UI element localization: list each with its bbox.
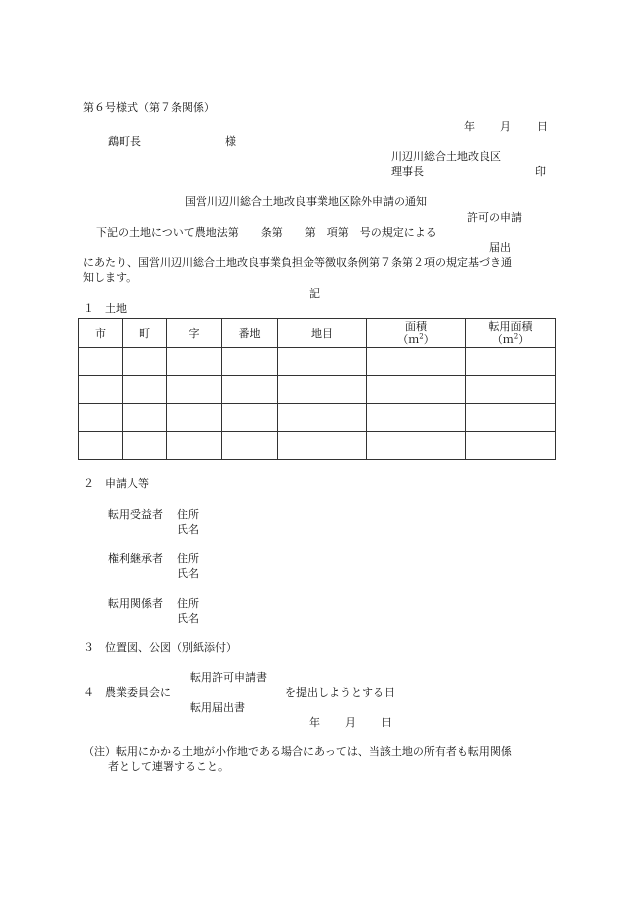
section-4-suffix: を提出しようとする日 xyxy=(285,686,395,699)
ki-heading: 記 xyxy=(309,287,320,300)
table-cell xyxy=(367,348,466,376)
table-cell xyxy=(367,432,466,460)
table-cell xyxy=(222,432,278,460)
table-cell xyxy=(466,404,556,432)
table-cell xyxy=(222,404,278,432)
name-label: 氏名 xyxy=(177,612,199,625)
table-cell xyxy=(123,348,167,376)
body-line-1: 下記の土地について農地法第 条第 第 項第 号の規定による xyxy=(96,226,437,239)
table-cell xyxy=(278,432,367,460)
date-year-label: 年 xyxy=(464,120,475,133)
document-title: 国営川辺川総合土地改良事業地区除外申請の通知 xyxy=(185,195,427,208)
section-4-label: ４ 農業委員会に xyxy=(83,686,171,699)
body-line-3: 知します。 xyxy=(83,271,138,284)
table-cell xyxy=(222,376,278,404)
header-converted-area-label: 転用面積 xyxy=(488,320,533,333)
table-cell xyxy=(278,376,367,404)
section-3-label: ３ 位置図、公図（別紙添付） xyxy=(83,641,237,654)
table-cell xyxy=(278,404,367,432)
sender-title: 理事長 xyxy=(391,165,424,178)
option-conversion-application: 転用許可申請書 xyxy=(190,671,267,684)
table-cell xyxy=(123,376,167,404)
form-number: 第６号様式（第７条関係） xyxy=(83,101,215,114)
table-cell xyxy=(466,432,556,460)
option-permit-application: 許可の申請 xyxy=(467,211,522,224)
table-cell xyxy=(79,348,123,376)
table-row xyxy=(79,348,556,376)
header-area-label: 面積 xyxy=(405,320,427,333)
addressee-name: 鵡町長 xyxy=(108,135,141,148)
header-converted-area-unit: （ｍ$^2$） xyxy=(491,332,530,346)
header-land-category: 地目 xyxy=(278,319,367,348)
header-city: 市 xyxy=(79,319,123,348)
role-label: 転用受益者 xyxy=(108,508,163,521)
table-cell xyxy=(123,432,167,460)
header-lot-number: 番地 xyxy=(222,319,278,348)
table-cell xyxy=(278,348,367,376)
table-cell xyxy=(79,404,123,432)
table-row xyxy=(79,432,556,460)
address-label: 住所 xyxy=(177,552,199,565)
name-label: 氏名 xyxy=(177,567,199,580)
section-1-label: １ 土地 xyxy=(83,302,127,315)
address-label: 住所 xyxy=(177,508,199,521)
table-cell xyxy=(167,404,222,432)
submission-month-label: 月 xyxy=(345,716,356,729)
table-row xyxy=(79,376,556,404)
option-conversion-notification: 転用届出書 xyxy=(190,701,245,714)
addressee-honorific: 様 xyxy=(225,135,236,148)
submission-day-label: 日 xyxy=(381,716,392,729)
name-label: 氏名 xyxy=(177,523,199,536)
table-cell xyxy=(367,376,466,404)
header-area xyxy=(367,319,466,348)
table-cell xyxy=(222,348,278,376)
section-2-label: ２ 申請人等 xyxy=(83,477,149,490)
note-line-2: 者として連署すること。 xyxy=(108,760,229,773)
table-cell xyxy=(79,376,123,404)
table-row xyxy=(79,404,556,432)
seal-mark: 印 xyxy=(535,165,546,178)
date-day-label: 日 xyxy=(537,120,548,133)
table-cell xyxy=(367,404,466,432)
header-area-unit: （ｍ$^2$） xyxy=(397,332,435,346)
table-cell xyxy=(466,376,556,404)
table-header-row xyxy=(79,319,556,348)
role-label: 転用関係者 xyxy=(108,597,163,610)
table-cell xyxy=(167,432,222,460)
submission-year-label: 年 xyxy=(309,716,320,729)
role-label: 権利継承者 xyxy=(108,552,163,565)
table-cell xyxy=(79,432,123,460)
land-table xyxy=(78,318,556,460)
header-converted-area xyxy=(466,319,556,348)
table-cell xyxy=(123,404,167,432)
header-aza: 字 xyxy=(167,319,222,348)
note-line-1: （注）転用にかかる土地が小作地である場合にあっては、当該土地の所有者も転用関係 xyxy=(83,745,512,758)
header-town: 町 xyxy=(123,319,167,348)
sender-organization: 川辺川総合土地改良区 xyxy=(391,150,501,163)
date-month-label: 月 xyxy=(500,120,511,133)
table-cell xyxy=(167,348,222,376)
body-line-2: にあたり、国営川辺川総合土地改良事業負担金等徴収条例第７条第２項の規定基づき通 xyxy=(83,256,512,269)
option-notification: 届出 xyxy=(489,241,511,254)
address-label: 住所 xyxy=(177,597,199,610)
table-cell xyxy=(167,376,222,404)
table-cell xyxy=(466,348,556,376)
